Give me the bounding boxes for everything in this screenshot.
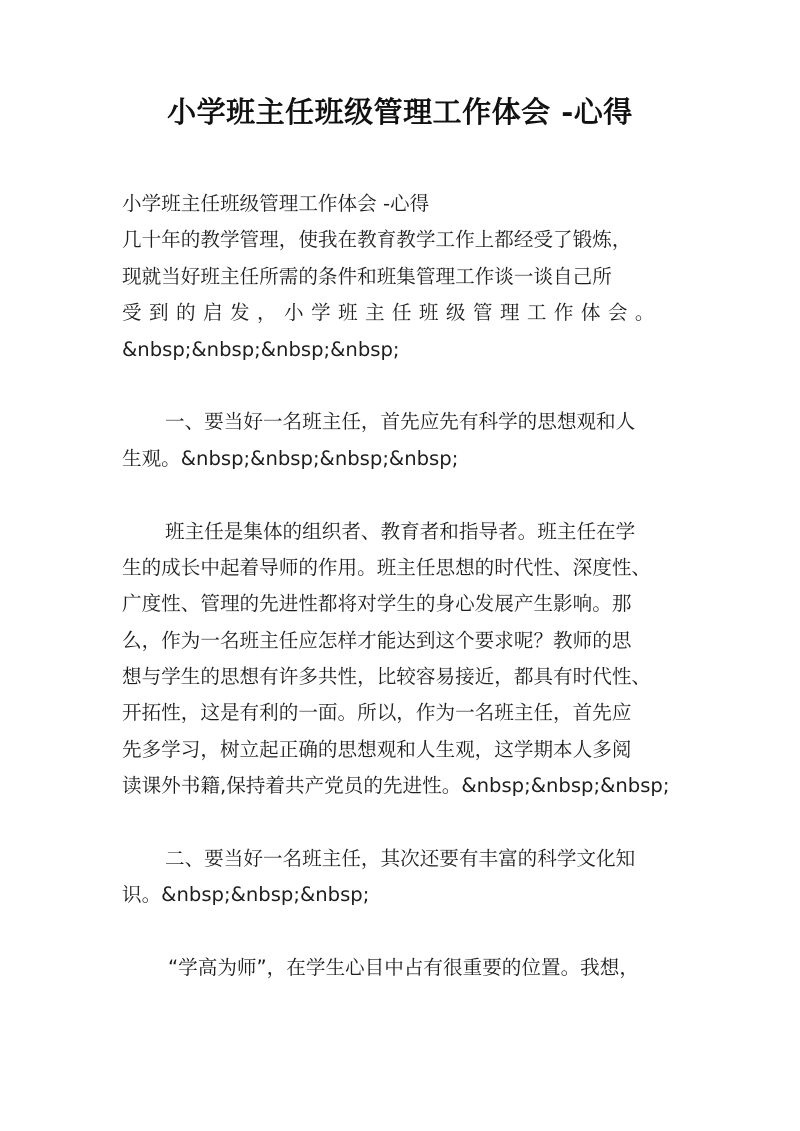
document-title: 小学班主任班级管理工作体会 -心得	[167, 95, 633, 129]
paragraph-gap	[122, 368, 682, 404]
document-body	[122, 186, 682, 987]
paragraph-line: 么，作为一名班主任应怎样才能达到这个要求呢？教师的思	[122, 628, 632, 652]
paragraph-line: 班主任是集体的组织者、教育者和指导者。班主任在学	[165, 519, 636, 543]
paragraph-gap	[122, 805, 682, 841]
section-heading-line: 识。&nbsp;&nbsp;&nbsp;	[122, 883, 370, 907]
paragraph-line: 几十年的教学管理，使我在教育教学工作上都经受了锻炼，	[122, 228, 632, 252]
paragraph-line: 受到的启发，小学班主任班级管理工作体会。	[122, 301, 662, 325]
paragraph-line: 开拓性，这是有利的一面。所以，作为一名班主任，首先应	[122, 701, 632, 725]
section-heading-line: 二、要当好一名班主任，其次还要有丰富的科学文化知	[165, 847, 636, 871]
paragraph-line: 先多学习，树立起正确的思想观和人生观，这学期本人多阅	[122, 737, 632, 761]
paragraph-line: 想与学生的思想有许多共性，比较容易接近，都具有时代性、	[122, 665, 652, 689]
paragraph-line: 现就当好班主任所需的条件和班集管理工作谈一谈自己所	[122, 264, 612, 288]
paragraph-gap	[122, 477, 682, 513]
paragraph-line: “学高为师”，在学生心目中占有很重要的位置。我想，	[168, 956, 639, 980]
paragraph-gap	[122, 914, 682, 950]
subtitle-line: 小学班主任班级管理工作体会 -心得	[122, 192, 430, 215]
section-heading-line: 一、要当好一名班主任，首先应先有科学的思想观和人	[165, 410, 636, 434]
paragraph-line: &nbsp;&nbsp;&nbsp;&nbsp;	[122, 337, 400, 361]
paragraph-line: 生的成长中起着导师的作用。班主任思想的时代性、深度性、	[122, 555, 652, 579]
section-heading-line: 生观。&nbsp;&nbsp;&nbsp;&nbsp;	[122, 446, 459, 470]
paragraph-line: 广度性、管理的先进性都将对学生的身心发展产生影响。那	[122, 592, 632, 616]
paragraph-line: 读课外书籍,保持着共产党员的先进性。&nbsp;&nbsp;&nbsp;	[122, 774, 670, 798]
